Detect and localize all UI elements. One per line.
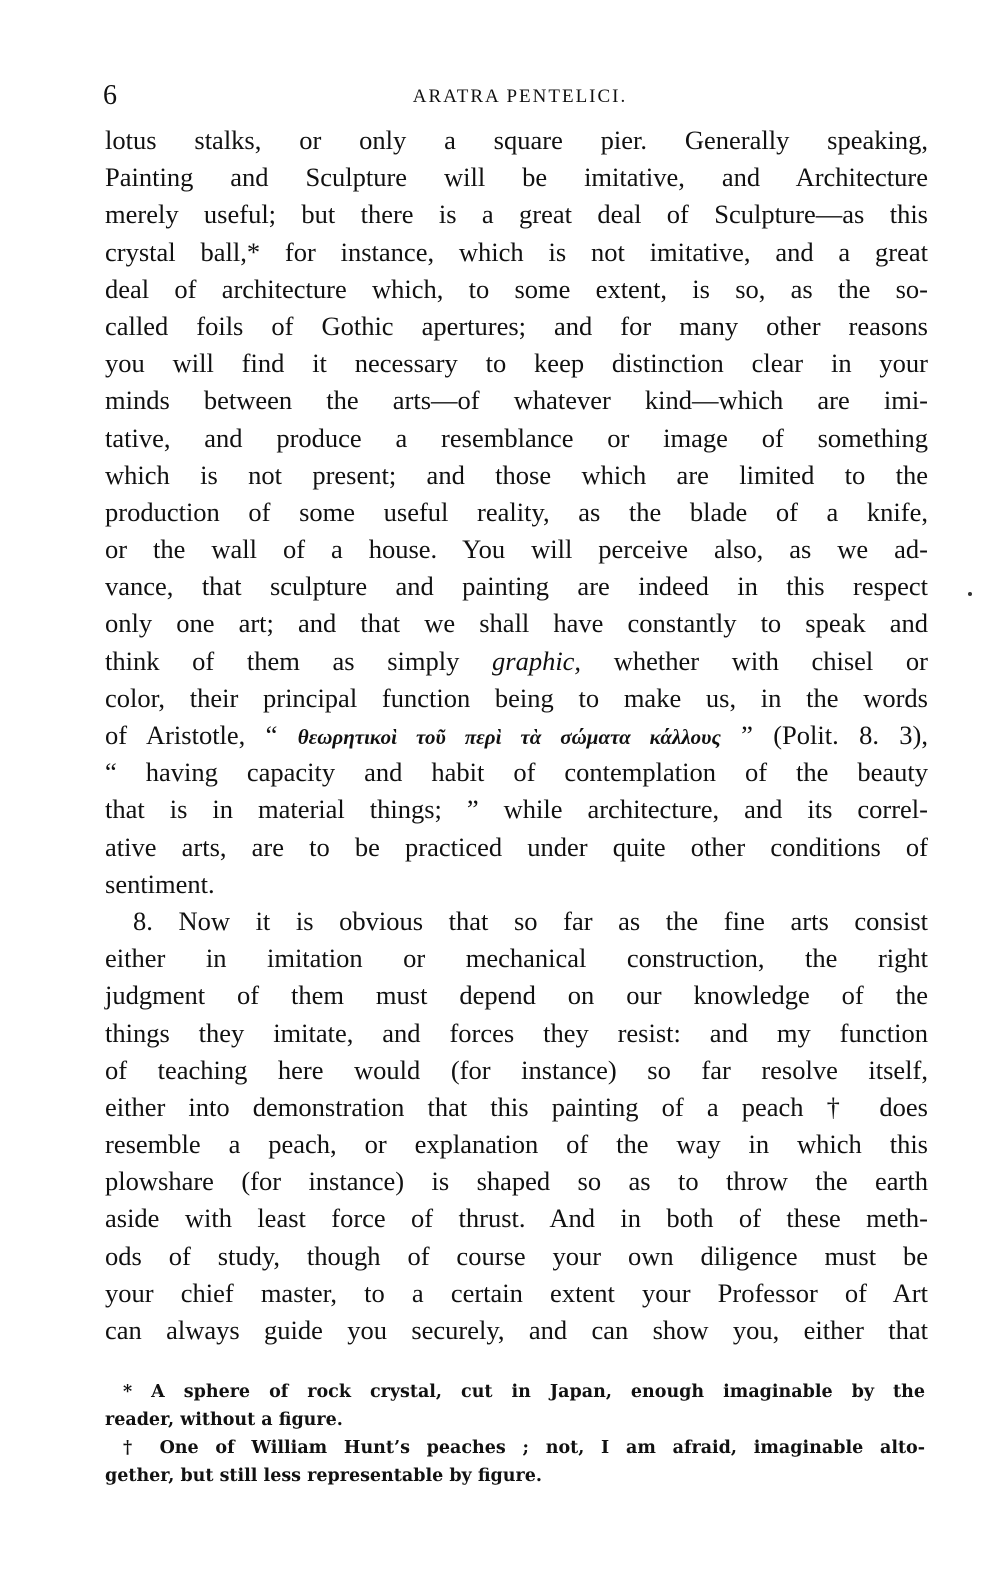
text-segment: crystal ball,* for instance, which is not imitative, and a great: [105, 236, 928, 267]
text-line: [105, 457, 928, 494]
text-segment: ods of study, though of course your own diligence must be: [105, 1240, 928, 1271]
text-line: [105, 234, 928, 271]
footnote-line: gether, but still less representable by figure.: [105, 1466, 542, 1486]
text-segment: aside with least force of thrust. And in both of these meth-: [105, 1203, 928, 1234]
text-segment: tative, and produce a resemblance or image of something: [105, 422, 928, 453]
text-segment: minds between the arts—of whatever kind—which are imi-: [105, 385, 928, 416]
page-number: 6: [103, 80, 117, 111]
greek-quotation: θεωρητικοὶ τοῦ περὶ τὰ σώματα κάλλους: [297, 725, 721, 749]
text-segment: 8. Now it is obvious that so far as the fine arts consist: [133, 905, 928, 936]
text-line: [105, 271, 928, 308]
text-line: [105, 605, 928, 642]
text-segment: lotus stalks, or only a square pier. Generally speaking,: [105, 125, 928, 155]
text-segment: can always guide you securely, and can show you, either that: [105, 1315, 928, 1345]
text-segment: things they imitate, and forces they resist: and my function: [105, 1017, 928, 1048]
running-title: ARATRA PENTELICI.: [412, 86, 628, 107]
text-segment: only one art; and that we shall have constantly to speak and: [105, 608, 928, 639]
text-line: [105, 1015, 928, 1052]
text-line: [105, 382, 928, 419]
text-line: [105, 829, 928, 866]
text-line: [105, 420, 928, 457]
text-segment: called foils of Gothic apertures; and for many other reasons: [105, 310, 928, 341]
text-line: [105, 494, 928, 531]
text-segment: either in imitation or mechanical construction, the right: [105, 943, 928, 974]
text-line: [105, 1089, 928, 1126]
italic-word: graphic,: [492, 645, 582, 676]
text-line: [105, 196, 928, 233]
text-line: [105, 568, 928, 605]
text-segment: think of them as simply: [105, 645, 492, 676]
text-segment: of Aristotle, “: [105, 720, 298, 750]
body-text: [105, 122, 928, 1349]
text-segment: ative arts, are to be practiced under quite other conditions of: [105, 831, 928, 862]
text-line: [105, 680, 928, 717]
text-line: [105, 1163, 928, 1200]
text-line: [105, 1126, 928, 1163]
text-line: [105, 1052, 928, 1089]
text-segment: vance, that sculpture and painting are indeed in this respect: [105, 571, 928, 602]
footnotes: [105, 1378, 925, 1490]
text-line: [105, 1275, 928, 1312]
text-line: [105, 1238, 928, 1275]
text-line: [105, 345, 928, 382]
text-line: [105, 531, 928, 568]
scan-speck: [968, 592, 972, 596]
text-line: [105, 754, 928, 791]
text-line: [105, 1200, 928, 1237]
text-segment: sentiment.: [105, 868, 215, 899]
text-segment: or the wall of a house. You will perceive also, as we ad-: [105, 534, 928, 565]
text-line: [105, 308, 928, 345]
text-segment: plowshare (for instance) is shaped so as to throw the earth: [105, 1166, 928, 1197]
footnote-line: reader, without a figure.: [105, 1410, 343, 1430]
text-segment: of teaching here would (for instance) so far resolve itself,: [105, 1054, 928, 1085]
footnote-line: † One of William Hunt’s peaches ; not, I am afraid, imaginable alto-: [123, 1438, 925, 1458]
text-segment: deal of architecture which, to some extent, is so, as the so-: [105, 273, 928, 304]
text-line: [105, 866, 928, 903]
text-line: [105, 643, 928, 680]
text-segment: you will find it necessary to keep distinction clear in your: [105, 348, 928, 379]
text-segment: resemble a peach, or explanation of the way in which this: [105, 1129, 928, 1160]
text-line: [105, 940, 928, 977]
text-segment: that is in material things; ” while architecture, and its correl-: [105, 794, 928, 825]
text-segment: whether with chisel or: [581, 645, 928, 676]
text-segment: your chief master, to a certain extent your Professor of Art: [105, 1277, 928, 1308]
text-segment: Painting and Sculpture will be imitative, and Architecture: [105, 162, 928, 193]
text-segment: production of some useful reality, as the blade of a knife,: [105, 496, 928, 527]
text-line: [105, 122, 928, 159]
text-segment: which is not present; and those which are limited to the: [105, 459, 928, 490]
text-line: [105, 717, 928, 754]
text-segment: ” (Polit. 8. 3),: [720, 720, 928, 750]
text-segment: merely useful; but there is a great deal of Sculpture—as this: [105, 199, 928, 230]
text-line: [105, 977, 928, 1014]
text-line: [105, 791, 928, 828]
footnote-line: * A sphere of rock crystal, cut in Japan, enough imaginable by the: [123, 1382, 925, 1402]
text-line: [105, 159, 928, 196]
text-segment: “ having capacity and habit of contemplation of the beauty: [105, 757, 928, 788]
text-segment: color, their principal function being to make us, in the words: [105, 682, 928, 713]
text-segment: judgment of them must depend on our knowledge of the: [105, 980, 928, 1011]
text-line: [105, 903, 928, 940]
text-line: [105, 1312, 928, 1349]
text-segment: either into demonstration that this painting of a peach † does: [105, 1091, 928, 1122]
